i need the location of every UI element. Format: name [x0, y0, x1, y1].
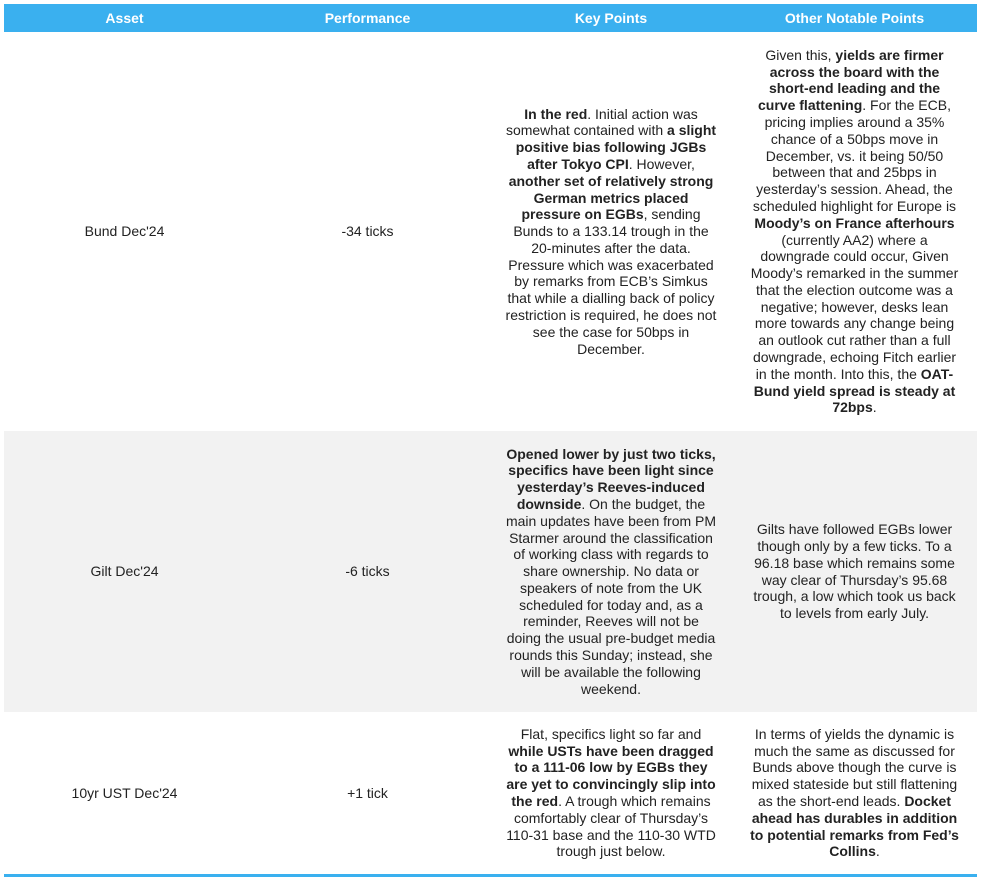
key-points-cell [490, 431, 732, 712]
table-row-bund [4, 32, 977, 431]
text-segment: . [875, 843, 880, 860]
text-segment: . For the ECB, pricing implies around a 35% chance of a 50bps move in December, vs. it being 50/50 between that and 25bps in yesterday’s session. Ahead, the scheduled highlight for Europe is [752, 97, 957, 214]
text-segment: . Initial action was somewhat contained with [505, 105, 698, 139]
text-segment: In terms of yields the dynamic is much the same as discussed for Bunds above though the curve is mixed stateside but still flattening as the short-end leads. [751, 725, 958, 809]
text-segment: Flat, specifics light so far and [520, 725, 702, 742]
bold-text-segment: yields are firmer across the board with the short-end leading and the curve flattening [758, 46, 944, 114]
table-row-ust [4, 712, 977, 874]
other-points-text [749, 726, 961, 860]
text-segment: Given this, [765, 46, 836, 63]
bold-text-segment: In the red [524, 105, 588, 122]
performance-cell: -34 ticks [341, 223, 394, 240]
bold-text-segment: Opened lower by just two ticks, specifics have been light since yesterday’s Reeves-induced downside [506, 445, 716, 512]
bold-text-segment: Docket ahead has durables in addition to potential remarks from Fed’s Collins [750, 793, 959, 860]
key-points-text [505, 446, 717, 698]
header-other-points: Other Notable Points [732, 4, 977, 32]
table-row-gilt [4, 431, 977, 712]
text-segment: . A trough which remains comfortably clear of Thursday’s 110-31 base and the 110-30 WTD trough just below. [506, 793, 716, 860]
text-segment: Gilts have followed EGBs lower though only by a few ticks. To a 96.18 base which remains some way clear of Thursday’s 95.68 trough, a low which took us back to levels from early July. [753, 521, 956, 622]
text-segment: (currently AA2) where a downgrade could occur, Given Moody’s remarked in the summer that the election outcome was a negative; however, desks lean more towards any change being an outlook cut rather than a full downgrade, echoing Fitch earlier in the month. Into this, the [750, 231, 959, 382]
bold-text-segment: while USTs have been dragged to a 111-06 low by EGBs they are yet to convincingly slip into the red [506, 742, 716, 809]
other-points-cell [732, 32, 977, 431]
key-points-text [505, 726, 717, 860]
text-segment: , sending Bunds to a 133.14 trough in the 20-minutes after the data. Pressure which was exacerbated by remarks from ECB’s Simkus that while a dialling back of policy restriction is required, he does not see the case for 50bps in December. [505, 206, 717, 357]
asset-cell: Gilt Dec'24 [4, 431, 245, 712]
performance-cell: +1 tick [347, 784, 388, 801]
bold-text-segment: a slight positive bias following JGBs after Tokyo CPI [515, 122, 717, 172]
bold-text-segment: OAT-Bund yield spread is steady at 72bps [753, 365, 956, 416]
key-points-text [505, 106, 717, 358]
table-bottom-rule [4, 874, 977, 877]
other-points-text [749, 47, 961, 417]
asset-cell: 10yr UST Dec'24 [71, 784, 178, 801]
other-points-cell [732, 431, 977, 712]
other-points-cell [732, 712, 977, 874]
header-row [4, 4, 977, 32]
header-asset: Asset [4, 4, 245, 32]
market-table-container [4, 4, 983, 877]
key-points-cell [490, 712, 732, 874]
text-segment: . However, [628, 155, 695, 172]
performance-cell: -6 ticks [245, 431, 490, 712]
header-key-points: Key Points [490, 4, 732, 32]
market-table [4, 4, 977, 874]
asset-cell: Bund Dec'24 [84, 223, 165, 240]
header-performance: Performance [245, 4, 490, 32]
bold-text-segment: another set of relatively strong German metrics placed pressure on EGBs [508, 172, 714, 223]
key-points-cell [490, 32, 732, 431]
bold-text-segment: Moody’s on France afterhours [754, 214, 955, 231]
text-segment: . On the budget, the main updates have been from PM Starmer around the classification of working class with regards to share ownership. No data or speakers of note from the UK scheduled for today and, as a reminder, Reeves will not be doing the usual pre-budget media rounds this Sunday; instead, she will be available the following weekend. [505, 495, 717, 697]
other-points-text [749, 521, 961, 622]
text-segment: . [872, 399, 877, 416]
